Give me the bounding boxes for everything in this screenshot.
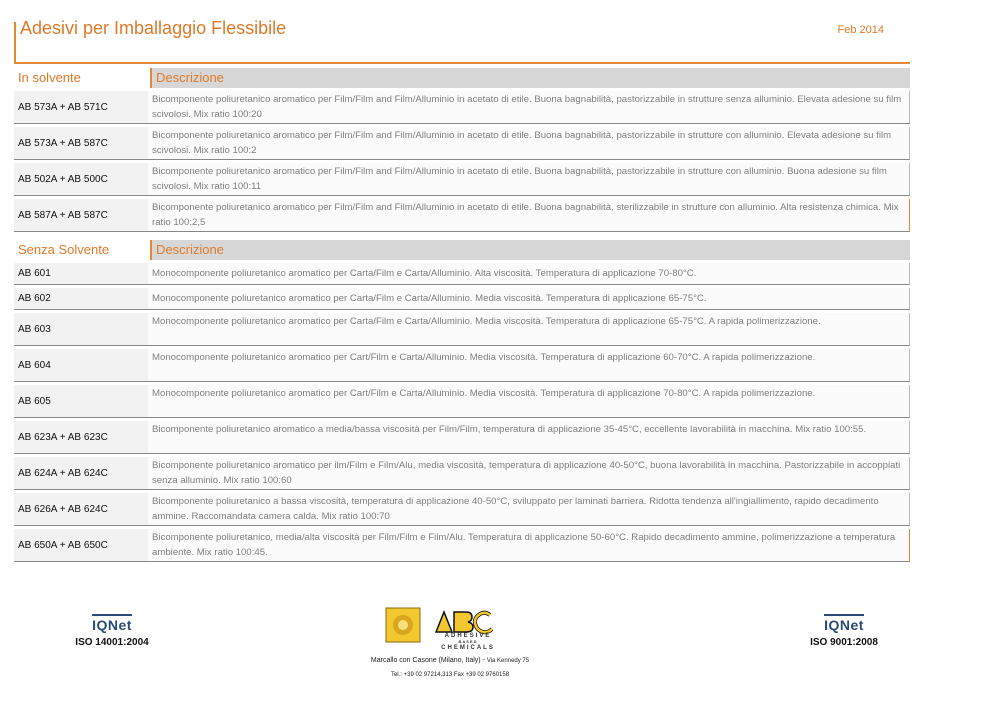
table-row <box>14 263 910 285</box>
product-code: AB 602 <box>14 288 148 309</box>
iqnet-certification-right <box>794 614 894 648</box>
product-description: Bicomponente poliuretanico aromatico per Film/Film and Film/Alluminio in acetato di etile. Buona bagnabilità, sterilizzabile in strutture con alluminio. Alta resistenza chimica. Mix ratio 100:2,5 <box>148 199 909 231</box>
iso-label: ISO 9001:2008 <box>810 637 878 648</box>
table-row <box>14 91 910 124</box>
table-row <box>14 529 910 562</box>
product-description: Bicomponente poliuretanico aromatico per Film/Film and Film/Alluminio in acetato di etile. Buona bagnabilità, pastorizzabile in strutture con alluminio. Elevata adesione su film scivolosi. Mix ratio 100:2 <box>148 127 909 159</box>
product-description: Monocomponente poliuretanico aromatico per Cart/Film e Carta/Alluminio. Media viscosità. Temperatura di applicazione 60-70°C. A rapida polimerizzazione. <box>148 349 909 381</box>
product-description: Bicomponente poliuretanico, media/alta viscosità per Film/Film e Film/Alu. Temperatura di applicazione 50-60°C. Rapido decadimento ammine, polimerizzazione a temperatura ambiente. Mix ratio 100:45. <box>148 529 909 561</box>
product-code: AB 605 <box>14 385 148 417</box>
iqnet-logo-icon: IQNet <box>92 614 132 633</box>
address-street: Via Kennedy 75 <box>486 658 530 664</box>
product-code: AB 604 <box>14 349 148 381</box>
footer <box>14 606 910 696</box>
document-page <box>14 0 910 678</box>
product-code: AB 650A + AB 650C <box>14 529 148 561</box>
product-code: AB 623A + AB 623C <box>14 421 148 453</box>
product-code: AB 573A + AB 587C <box>14 127 148 159</box>
product-code: AB 573A + AB 571C <box>14 91 148 123</box>
table-row <box>14 457 910 490</box>
address-city: Marcallo con Casone (Milano, Italy) - <box>370 657 487 664</box>
table-row <box>14 385 910 418</box>
product-description: Bicomponente poliuretanico aromatico a media/bassa viscosità per Film/Film, temperatura di applicazione 35-45°C, eccellente lavorabilità in macchina. Mix ratio 100:55. <box>148 421 909 453</box>
product-code: AB 624A + AB 624C <box>14 457 148 489</box>
table-row <box>14 163 910 196</box>
brand-subtitle: ADHESIVE <box>444 633 492 639</box>
section-title: Senza Solvente <box>18 242 110 257</box>
iso-label: ISO 14001:2004 <box>75 637 149 648</box>
table-row <box>14 493 910 526</box>
table-row <box>14 127 910 160</box>
product-description: Monocomponente poliuretanico aromatico per Carta/Film e Carta/Alluminio. Alta viscosità. Temperatura di applicazione 70-80°C. <box>148 263 909 284</box>
product-description: Monocomponente poliuretanico aromatico per Carta/Film e Carta/Alluminio. Media viscosità. Temperatura di applicazione 65-75°C. A rapida polimerizzazione. <box>148 313 909 345</box>
header <box>14 18 910 64</box>
product-description: Bicomponente poliuretanico aromatico per Film/Film and Film/Alluminio in acetato di etile. Buona bagnabilità, pastorizzabile in strutture senza alluminio. Elevata adesione su film scivolosi. Mix ratio 100:20 <box>148 91 909 123</box>
company-address <box>320 654 580 682</box>
product-code: AB 603 <box>14 313 148 345</box>
product-description: Bicomponente poliuretanico a bassa viscosità, temperatura di applicazione 40-50°C, sviluppato per laminati barriera. Ridotta tendenza all'ingiallimento, rapido decadimento ammine. Raccomandata camera calda. Mix ratio 100:70 <box>148 493 909 525</box>
table-row <box>14 288 910 310</box>
product-description: Monocomponente poliuretanico aromatico per Carta/Film e Carta/Alluminio. Media viscosità. Temperatura di applicazione 65-75°C. <box>148 288 909 309</box>
table-row <box>14 349 910 382</box>
column-header-description: Descrizione <box>150 240 910 260</box>
product-code: AB 601 <box>14 263 148 284</box>
product-code: AB 587A + AB 587C <box>14 199 148 231</box>
product-code: AB 502A + AB 500C <box>14 163 148 195</box>
phone-fax: Tel.: +39 02 97214.313 Fax +39 02 9760158 <box>390 672 510 678</box>
brand-subtitle: CHEMICALS <box>441 645 495 651</box>
product-code: AB 626A + AB 624C <box>14 493 148 525</box>
section-header-solventless <box>14 240 910 260</box>
product-description: Monocomponente poliuretanico aromatico per Cart/Film e Carta/Alluminio. Media viscosità. Temperatura di applicazione 70-80°C. A rapida polimerizzazione. <box>148 385 909 417</box>
table-row <box>14 421 910 454</box>
section-title: In solvente <box>18 70 81 85</box>
brand-subtitle: BASED <box>458 639 478 644</box>
product-description: Bicomponente poliuretanico aromatico per Film/Film and Film/Alluminio in acetato di etile. Buona bagnabilità, pastorizzabile in strutture con alluminio. Buona adesione su film scivolosi. Mix ratio 100:11 <box>148 163 909 195</box>
iqnet-logo-icon: IQNet <box>824 614 864 633</box>
section-header-solvent <box>14 68 910 88</box>
abc-logo <box>384 606 514 651</box>
column-header-description: Descrizione <box>150 68 910 88</box>
document-date: Feb 2014 <box>837 24 884 36</box>
iqnet-certification-left <box>62 614 162 648</box>
table-row <box>14 313 910 346</box>
product-description: Bicomponente poliuretanico aromatico per ilm/Film e Film/Alu, media viscosità, temperatura di applicazione 40-50°C, buona lavorabilità in macchina. Pastorizzabile in accoppiati senza alluminio. Mix ratio 100:60 <box>148 457 909 489</box>
page-title: Adesivi per Imballaggio Flessibile <box>20 18 287 38</box>
table-row <box>14 199 910 232</box>
